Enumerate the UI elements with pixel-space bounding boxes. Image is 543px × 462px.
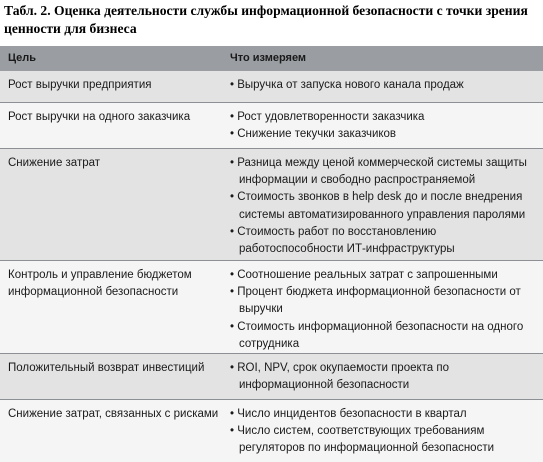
metric-item: • Стоимость звонков в help desk до и после внедрения системы автоматизированного управления паролями (230, 189, 537, 223)
table-row (0, 354, 543, 400)
row-goal: Рост выручки на одного заказчика (8, 111, 191, 123)
table-row (0, 71, 543, 103)
table-header (0, 46, 543, 71)
metric-item: • Стоимость информационной безопасности на одного сотрудника (230, 319, 537, 353)
table-row (0, 149, 543, 261)
table-caption: Табл. 2. Оценка деятельности службы информационной безопасности с точки зрения ценности для бизнеса (4, 3, 528, 36)
row-goal: Снижение затрат, связанных с рисками (8, 408, 219, 420)
table-row (0, 261, 543, 354)
metric-item: • Соотношение реальных затрат с запрошенными (230, 267, 537, 284)
metric-item: • Число инцидентов безопасности в квартал (230, 406, 537, 423)
table-row (0, 103, 543, 149)
row-goal: Положительный возврат инвестиций (8, 362, 205, 374)
metric-item: • Рост удовлетворенности заказчика (230, 109, 537, 126)
row-metrics (230, 149, 543, 260)
row-metrics (230, 103, 543, 148)
row-goal: Снижение затрат (8, 157, 101, 169)
metrics-table (0, 46, 543, 462)
metric-item: • Снижение текучки заказчиков (230, 126, 537, 143)
column-header-goal: Цель (8, 51, 37, 64)
row-metrics (230, 400, 543, 462)
column-header-metrics: Что измеряем (230, 51, 307, 64)
metric-item: • Стоимость работ по восстановлению работоспособности ИТ-инфраструктуры (230, 224, 537, 258)
metric-item: • Число систем, соответствующих требованиям регуляторов по информационной безопасности (230, 423, 537, 457)
row-metrics (230, 354, 543, 399)
metric-item: • ROI, NPV, срок окупаемости проекта по информационной безопасности (230, 360, 537, 394)
row-goal: Контроль и управление бюджетом информационной безопасности (8, 269, 192, 299)
metric-item: • Выручка от запуска нового канала продаж (230, 77, 537, 94)
metric-item: • Процент бюджета информационной безопасности от выручки (230, 284, 537, 318)
row-goal: Рост выручки предприятия (8, 79, 152, 91)
row-metrics (230, 71, 543, 102)
row-metrics (230, 261, 543, 353)
table-row (0, 400, 543, 462)
metric-item: • Разница между ценой коммерческой системы защиты информации и свободно распространяемой (230, 155, 537, 189)
